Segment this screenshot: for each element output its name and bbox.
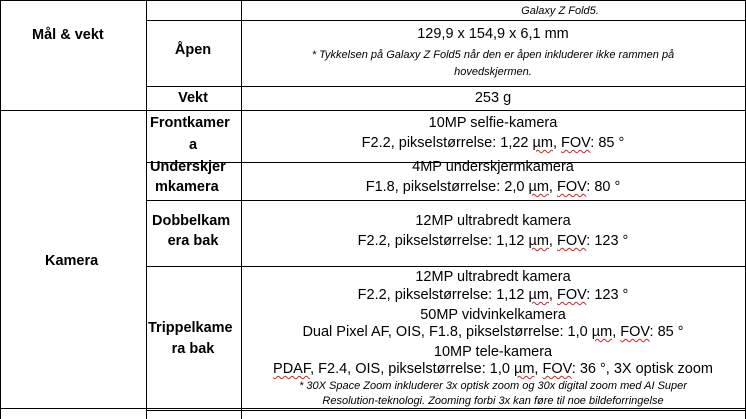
triple-wide-spec: 50MP vidvinkelkamera xyxy=(420,307,566,323)
front-camera-spec: F2.2, pikselstørrelse: 1,22 µm, FOV: 85 ° xyxy=(361,135,625,151)
weight-label: Vekt xyxy=(178,90,208,106)
open-dimensions-value: 129,9 x 154,9 x 6,1 mm xyxy=(417,26,569,42)
under-display-camera-spec: F1.8, pikselstørrelse: 2,0 µm, FOV: 80 ° xyxy=(365,179,621,195)
triple-rear-camera-label: ra bak xyxy=(171,341,215,357)
column-divider xyxy=(146,0,147,419)
dual-rear-camera-label: Dobbelkam xyxy=(152,213,231,229)
row-divider xyxy=(146,86,746,87)
row-divider xyxy=(146,410,746,411)
front-camera-label: a xyxy=(188,137,198,153)
column-divider xyxy=(241,0,242,419)
dual-rear-camera-spec: F2.2, pikselstørrelse: 1,12 µm, FOV: 123 ° xyxy=(357,233,629,249)
top-fragment-note: Galaxy Z Fold5. xyxy=(521,5,599,17)
row-divider xyxy=(146,200,746,201)
triple-rear-camera-label: Trippelkame xyxy=(148,320,233,336)
open-label: Åpen xyxy=(174,42,212,58)
row-divider xyxy=(0,110,746,111)
front-camera-label: Frontkamer xyxy=(150,115,230,131)
weight-value: 253 g xyxy=(474,90,512,106)
under-display-camera-label: Underskjer xyxy=(150,159,226,175)
space-zoom-note: * 30X Space Zoom inkluderer 3x optisk zoom og 30x digital zoom med AI Super xyxy=(299,380,687,392)
row-divider xyxy=(0,408,746,409)
triple-tele-spec: 10MP tele-kamera xyxy=(433,344,553,360)
row-divider xyxy=(146,266,746,267)
under-display-camera-label: mkamera xyxy=(155,179,219,195)
row-divider xyxy=(146,20,746,21)
triple-tele-spec: PDAF, F2.4, OIS, pikselstørrelse: 1,0 µm, FOV: 36 °, 3X optisk zoom xyxy=(273,361,713,377)
dual-rear-camera-label: era bak xyxy=(167,233,219,249)
triple-wide-spec: Dual Pixel AF, OIS, F1.8, pikselstørrelse: 1,0 µm, FOV: 85 ° xyxy=(302,324,684,340)
dual-rear-camera-spec: 12MP ultrabredt kamera xyxy=(415,213,571,229)
front-camera-spec: 10MP selfie-kamera xyxy=(428,115,558,131)
dimensions-section-label: Mål & vekt xyxy=(32,27,104,43)
open-dimensions-note: hovedskjermen. xyxy=(454,66,532,78)
under-display-camera-spec: 4MP underskjermkamera xyxy=(412,159,574,175)
camera-section-label: Kamera xyxy=(45,253,99,269)
space-zoom-note: Resolution-teknologi. Zooming forbi 3x kan føre til noe bildeforringelse xyxy=(322,395,664,407)
column-divider xyxy=(0,0,1,419)
triple-ultrawide-spec: 12MP ultrabredt kamera xyxy=(415,269,571,285)
open-dimensions-note: * Tykkelsen på Galaxy Z Fold5 når den er åpen inkluderer ikke rammen på xyxy=(311,49,675,61)
triple-ultrawide-spec: F2.2, pikselstørrelse: 1,12 µm, FOV: 123 ° xyxy=(357,287,629,303)
row-divider xyxy=(0,0,746,1)
